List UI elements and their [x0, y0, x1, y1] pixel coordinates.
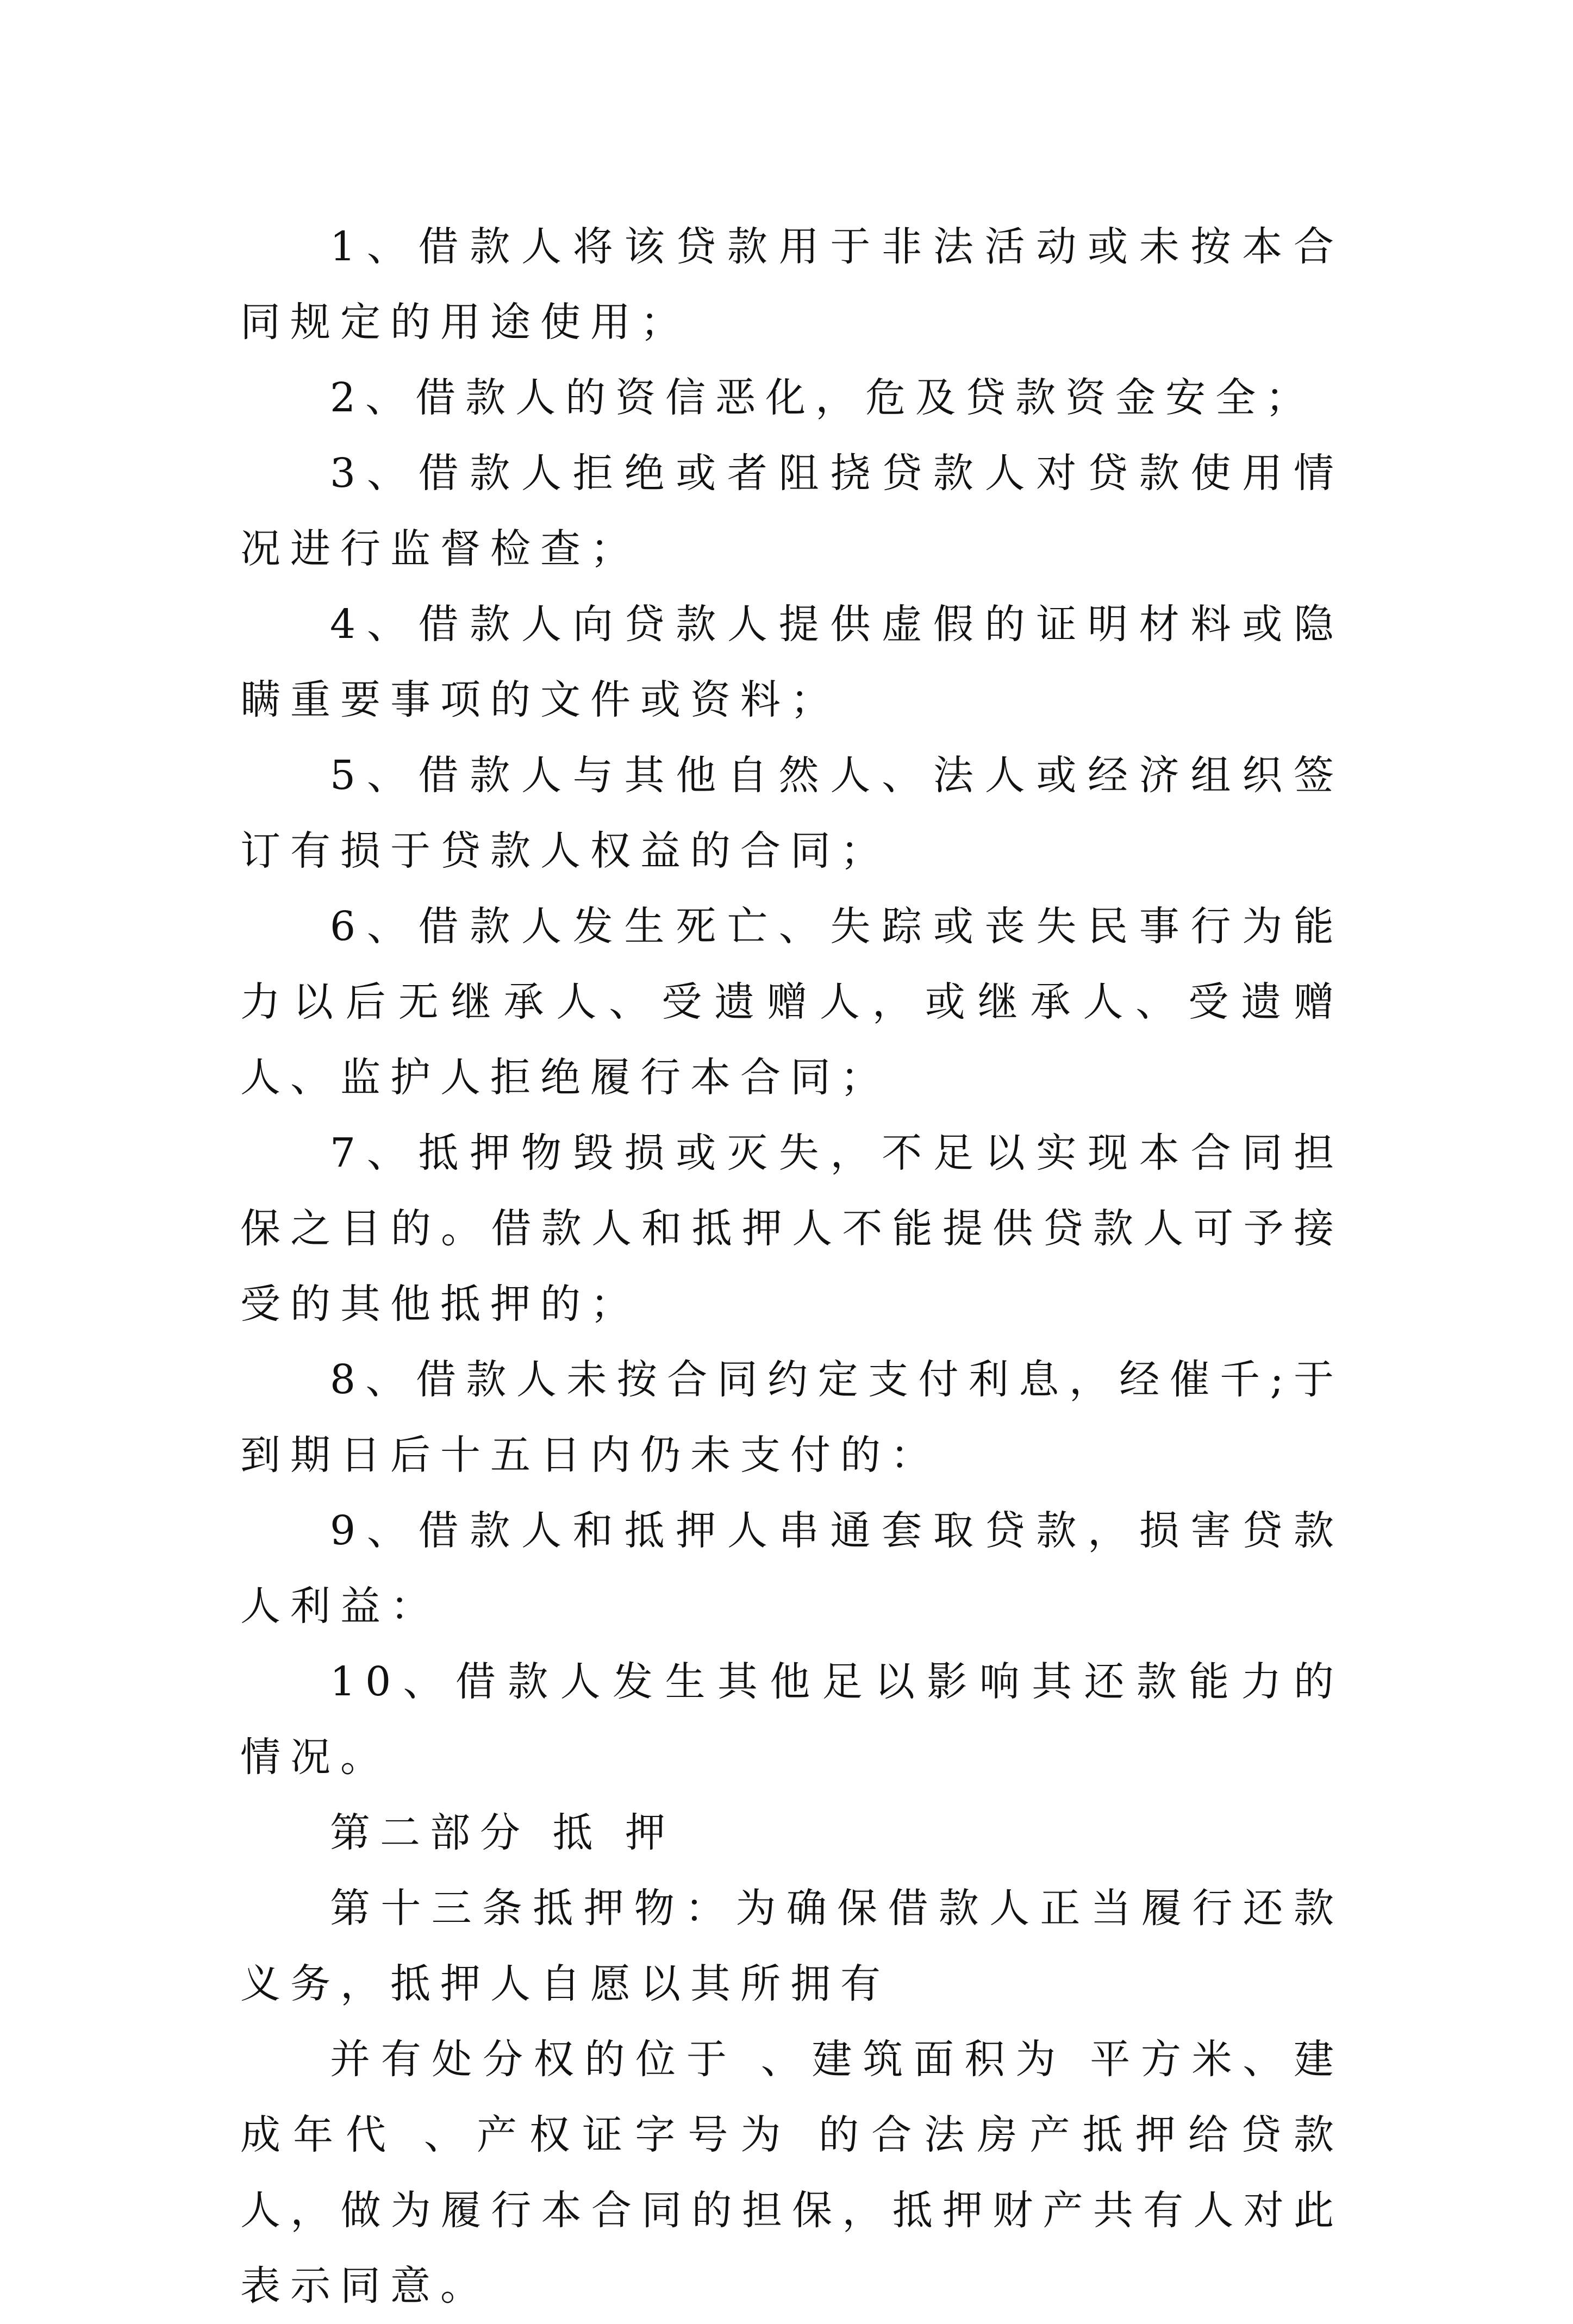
clause-item-10: 10、借款人发生其他足以影响其还款能力的情况。: [240, 1658, 1344, 1781]
clause-item-8: 8、借款人未按合同约定支付利息，经催千;于到期日后十五日内仍未支付的：: [240, 1356, 1344, 1479]
article-13-continued: 并有处分权的位于 、建筑面积为 平方米、建成年代 、产权证字号为 的合法房产抵押给贷款人，做为履行本合同的担保，抵押财产共有人对此表示同意。: [240, 2036, 1344, 2309]
section-heading: 第二部分 抵 押: [330, 1809, 676, 1856]
clause-item-3: 3、借款人拒绝或者阻挠贷款人对贷款使用情况进行监督检查；: [240, 450, 1344, 572]
clause-item-4: 4、借款人向贷款人提供虚假的证明材料或隐瞒重要事项的文件或资料；: [240, 601, 1344, 723]
document-body: [240, 209, 1344, 2324]
clause-item-2: 2、借款人的资信恶化，危及贷款资金安全；: [330, 374, 1316, 421]
clause-item-6: 6、借款人发生死亡、失踪或丧失民事行为能力以后无继承人、受遗赠人，或继承人、受遗赠人、监护人拒绝履行本合同；: [240, 903, 1344, 1101]
clause-item-1: 1、借款人将该贷款用于非法活动或未按本合同规定的用途使用；: [240, 223, 1344, 346]
article-13: 第十三条抵押物：为确保借款人正当履行还款义务，抵押人自愿以其所拥有: [240, 1885, 1344, 2007]
clause-item-7: 7、抵押物毁损或灭失，不足以实现本合同担保之目的。借款人和抵押人不能提供贷款人可予接受的其他抵押的；: [240, 1130, 1344, 1327]
clause-item-9: 9、借款人和抵押人串通套取贷款，损害贷款人利益：: [240, 1507, 1344, 1630]
clause-item-5: 5、借款人与其他自然人、法人或经济组织签订有损于贷款人权益的合同；: [240, 752, 1344, 874]
